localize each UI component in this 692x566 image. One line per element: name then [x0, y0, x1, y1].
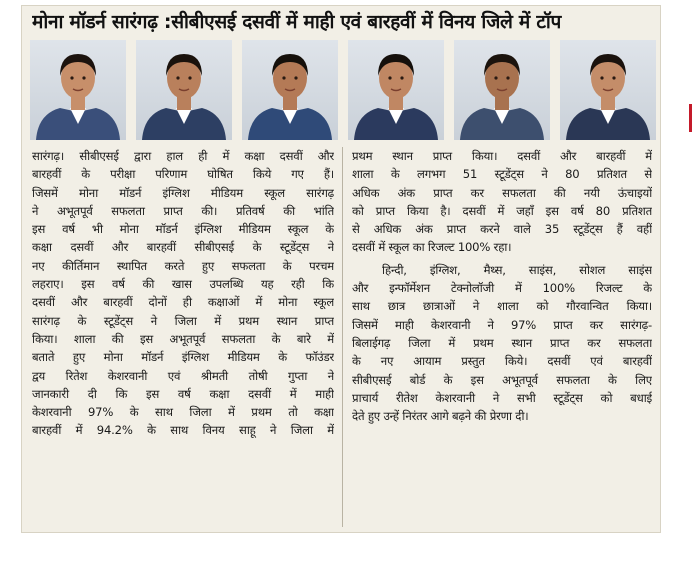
portrait-illustration [242, 40, 338, 140]
student-photo-strip [30, 40, 656, 140]
left-eye [388, 76, 391, 79]
left-eye [282, 76, 285, 79]
article-column-left [32, 147, 334, 440]
text-line: दसवीं और बारहवीं दोनों ही कक्षाओं में मोना स्कूल [32, 295, 334, 310]
student-photo-5 [454, 40, 550, 140]
right-eye [506, 76, 509, 79]
text-line: साथ छात्र छात्राओं ने शाला को गौरवान्वित किया। [352, 299, 652, 314]
portrait-illustration [560, 40, 656, 140]
headline: मोना मॉडर्न सारंगढ़ :सीबीएसई दसवीं में माही एवं बारहवीं में विनय जिले में टॉप [32, 11, 562, 33]
right-eye [400, 76, 403, 79]
text-line: लहराए। इस वर्ष की खास उपलब्धि यह रही कि [32, 277, 334, 292]
left-eye [70, 76, 73, 79]
text-line: बताते हुए मोना मॉडर्न इंग्लिश मीडियम के फॉउंडर [32, 350, 334, 365]
left-eye [494, 76, 497, 79]
portrait-illustration [136, 40, 232, 140]
portrait-illustration [454, 40, 550, 140]
text-line: बारहवीं के परीक्षा परिणाम घोषित किये गए हैं। [32, 167, 334, 182]
portrait-illustration [348, 40, 444, 140]
student-photo-2 [136, 40, 232, 140]
right-eye [188, 76, 191, 79]
left-eye [176, 76, 179, 79]
text-line: बिलाईगढ़ जिला में प्रथम स्थान प्राप्त कर सफलता [352, 335, 652, 350]
text-line: को प्राप्त किया है। दसवीं में जहाँ इस वर्ष 80 प्रतिशत [352, 203, 652, 218]
text-line: केशरवानी 97% के साथ जिला में प्रथम तो कक्षा [32, 405, 334, 420]
text-line: कक्षा दसवीं और बारहवीं सीबीएसई के स्टूडेंट्स ने [32, 240, 334, 255]
text-line: और इन्फॉर्मेशन टेक्नोलॉजी में 100% रिजल्ट के [352, 281, 652, 296]
text-line: सारंगढ़। सीबीएसई द्वारा हाल ही में कक्षा दसवीं और [32, 149, 334, 163]
text-line: अधिक अंक प्राप्त कर सफलता की नयी ऊंचाइयों [352, 185, 652, 200]
text-line: नए कीर्तिमान स्थापित करते हुए सफलता के परचम [32, 258, 334, 273]
student-photo-3 [242, 40, 338, 140]
student-photo-4 [348, 40, 444, 140]
text-line: सीबीएसई बोर्ड के इस अभूतपूर्व सफलता के लिए [352, 372, 652, 387]
column-divider [342, 147, 343, 527]
article-column-right [352, 147, 652, 425]
text-line: द्वय रितेश केशरवानी एवं श्रीमती तोषी गुप्ता ने [32, 368, 334, 383]
left-eye [600, 76, 603, 79]
text-line: दसवीं में स्कूल का रिजल्ट 100% रहा। [352, 240, 512, 255]
right-eye [612, 76, 615, 79]
right-eye [82, 76, 85, 79]
text-line: किया। शाला की इस अभूतपूर्व सफलता के बारे में [32, 331, 334, 346]
student-photo-6 [560, 40, 656, 140]
text-line: से अधिक अंक प्राप्त करने वाले 35 स्टूडेंट्स हैं वहीं [352, 222, 652, 237]
text-line: जानकारी दी कि इस वर्ष कक्षा दसवीं में माही [32, 386, 334, 401]
portrait-illustration [30, 40, 126, 140]
text-line: जिसमें मोना मॉडर्न इंग्लिश मीडियम स्कूल सारंगढ़ [32, 185, 334, 200]
text-line: शाला के लगभग 51 स्टूडेंट्स ने 80 प्रतिशत से [352, 167, 652, 182]
text-line: सारंगढ़ के स्टूडेंट्स ने जिला में प्रथम स्थान प्राप्त [32, 313, 334, 328]
newspaper-clipping [22, 6, 660, 532]
text-line: प्राचार्य रीतेश केशरवानी ने सभी स्टूडेंट्स को बधाई [352, 390, 652, 405]
right-eye [294, 76, 297, 79]
text-line: प्रथम स्थान प्राप्त किया। दसवीं और बारहवीं में [352, 149, 652, 163]
text-line: ने अभूतपूर्व सफलता प्राप्त की। प्रतिवर्ष की भांति [32, 203, 334, 218]
text-line: बारहवीं में 94.2% के साथ विनय साहू ने जिला में [32, 423, 334, 438]
student-photo-1 [30, 40, 126, 140]
text-line: इस वर्ष भी मोना मॉडर्न इंग्लिश मीडियम स्कूल के [32, 222, 334, 237]
text-line: देते हुए उन्हें निरंतर आगे बढ़ने की प्रेरणा दी। [352, 409, 529, 424]
text-line: जिसमें माही केशरवानी ने 97% प्राप्त कर सारंगढ़- [352, 317, 652, 332]
text-line: के नए आयाम प्रस्तुत किये। दसवीं एवं बारहवीं [352, 354, 652, 369]
text-line: हिन्दी, इंग्लिश, मैथ्स, साइंस, सोशल साइंस [382, 262, 652, 277]
